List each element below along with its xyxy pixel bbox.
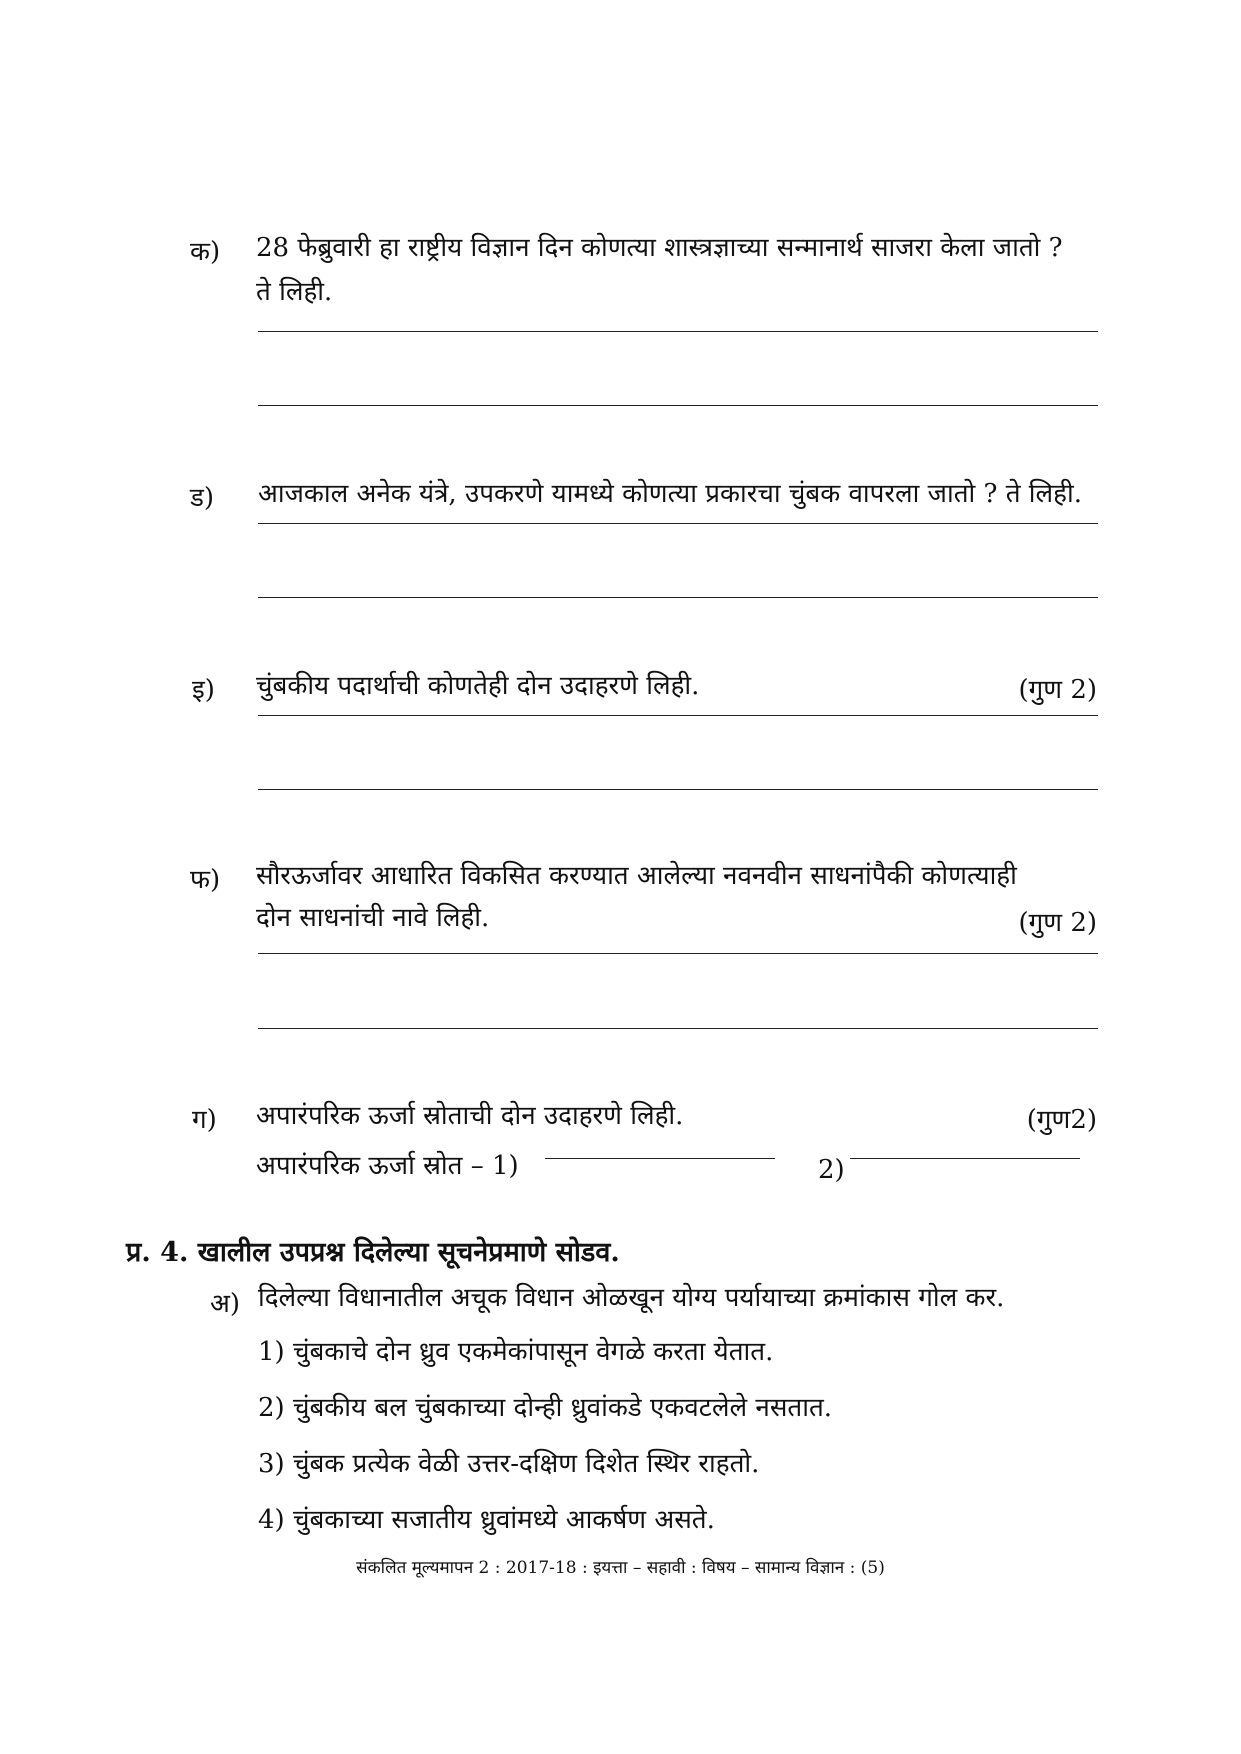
sub-question-label: अ) [210,1289,241,1319]
answer-line[interactable] [258,953,1098,954]
question-label-ga: ग) [192,1105,217,1135]
marks-badge: (गुण 2) [1018,675,1097,705]
option-3[interactable]: 3) चुंबक प्रत्येक वेळी उत्तर-दक्षिण दिशेत स्थिर राहतो. [258,1449,760,1479]
question-pha-line2: दोन साधनांची नावे लिही. [256,903,490,933]
question-label-pha: फ) [190,865,221,895]
blank-2[interactable] [850,1158,1080,1159]
energy-source-label: अपारंपरिक ऊर्जा स्रोत – 1) [256,1151,519,1181]
question-pha-line1: सौरऊर्जावर आधारित विकसित करण्यात आलेल्या नवनवीन साधनांपैकी कोणत्याही [256,861,1017,891]
question-ga-line1: अपारंपरिक ऊर्जा स्रोताची दोन उदाहरणे लिही. [256,1101,684,1131]
question-ka-line1: 28 फेब्रुवारी हा राष्ट्रीय विज्ञान दिन कोणत्या शास्त्रज्ञाच्या सन्मानार्थ साजरा केला जातो ? [256,233,1063,263]
blank-2-label: 2) [818,1155,845,1185]
blank-1[interactable] [545,1158,775,1159]
marks-badge: (गुण2) [1026,1105,1097,1135]
marks-badge: (गुण 2) [1018,908,1097,938]
page-footer: संकलित मूल्यमापन 2 : 2017-18 : इयत्ता – सहावी : विषय – सामान्य विज्ञान : (5) [356,1558,885,1578]
answer-line[interactable] [258,331,1098,332]
question-i-line1: चुंबकीय पदार्थाची कोणतेही दोन उदाहरणे लिही. [256,671,700,701]
answer-line[interactable] [258,405,1098,406]
answer-line[interactable] [258,597,1098,598]
section-heading: प्र. 4. खालील उपप्रश्न दिलेल्या सूचनेप्रमाणे सोडव. [126,1237,620,1268]
question-da-line1: आजकाल अनेक यंत्रे, उपकरणे यामध्ये कोणत्या प्रकारचा चुंबक वापरला जातो ? ते लिही. [258,479,1082,509]
option-2[interactable]: 2) चुंबकीय बल चुंबकाच्या दोन्ही ध्रुवांकडे एकवटलेले नसतात. [258,1393,833,1423]
option-4[interactable]: 4) चुंबकाच्या सजातीय ध्रुवांमध्ये आकर्षण असते. [258,1505,715,1535]
answer-line[interactable] [258,523,1098,524]
question-label-ka: क) [190,237,221,267]
question-label-i: इ) [192,675,215,705]
question-ka-text [256,226,1116,314]
answer-line[interactable] [258,1028,1098,1029]
question-ka-line2: ते लिही. [256,277,333,307]
option-1[interactable]: 1) चुंबकाचे दोन ध्रुव एकमेकांपासून वेगळे करता येतात. [258,1337,774,1367]
question-label-da: ड) [190,483,215,513]
answer-line[interactable] [258,715,1098,716]
answer-line[interactable] [258,789,1098,790]
sub-question-text: दिलेल्या विधानातील अचूक विधान ओळखून योग्य पर्यायाच्या क्रमांकास गोल कर. [258,1283,1005,1313]
